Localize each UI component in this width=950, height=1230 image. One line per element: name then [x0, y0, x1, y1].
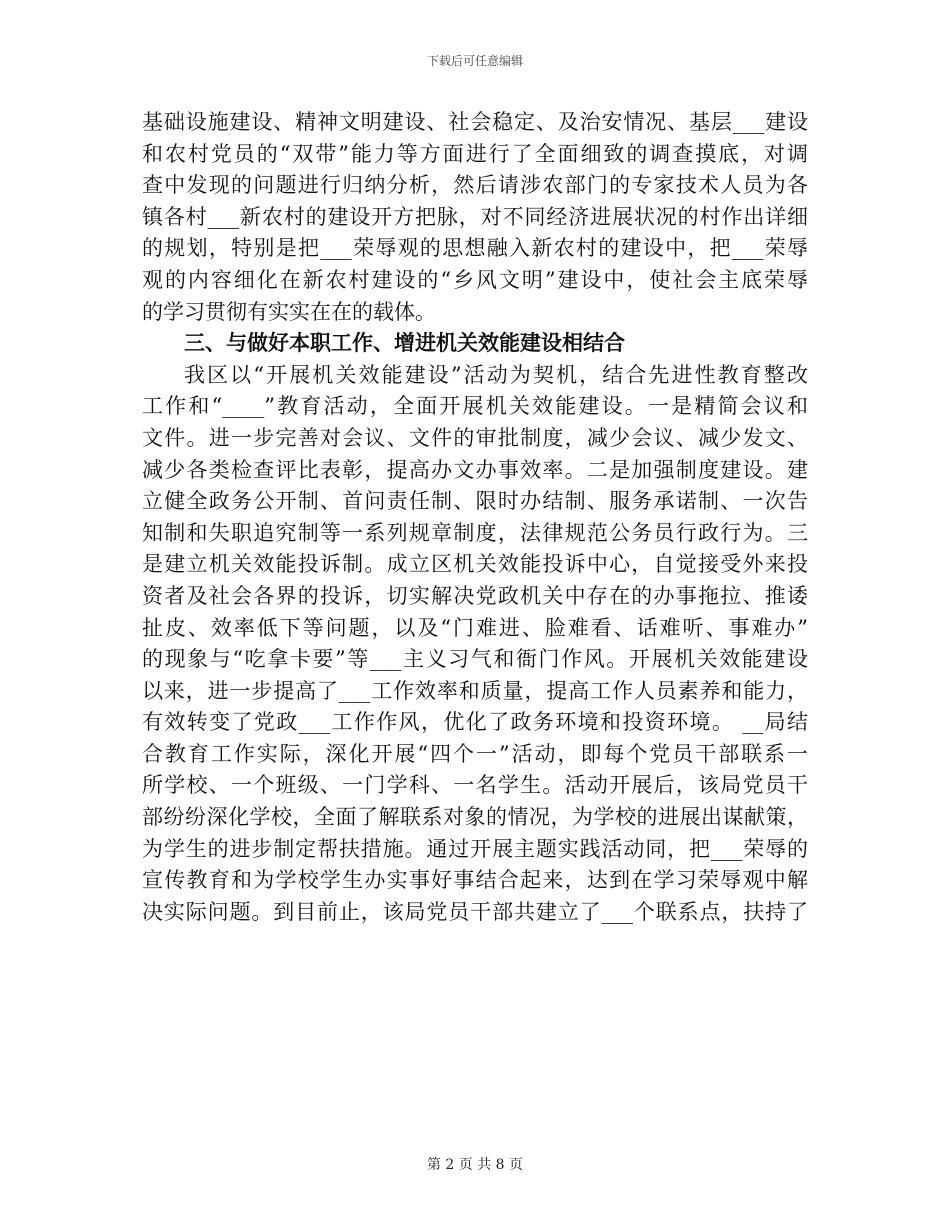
- body-line: 知制和失职追究制等一系列规章制度，法律规范公务员行政行为。三: [142, 520, 808, 545]
- body-line: 以来，进一步提高了___工作效率和质量，提高工作人员素养和能力，: [142, 678, 808, 703]
- body-line: 我区以“开展机关效能建设”活动为契机，结合先进性教育整改: [184, 362, 808, 387]
- body-line: 是建立机关效能投诉制。成立区机关效能投诉中心，自觉接受外来投: [142, 552, 808, 577]
- body-line: 有效转变了党政___工作作风，优化了政务环境和投资环境。 __局结: [142, 710, 808, 735]
- body-line: 镇各村___新农村的建设开方把脉，对不同经济进展状况的村作出详细: [142, 204, 808, 229]
- body-line: 的现象与“吃拿卡要”等___主义习气和衙门作风。开展机关效能建设: [142, 647, 808, 672]
- body-line: 资者及社会各界的投诉，切实解决党政机关中存在的办事拖拉、推诿: [142, 583, 808, 608]
- body-line: 立健全政务公开制、首问责任制、限时办结制、服务承诺制、一次告: [142, 489, 808, 514]
- body-line: 决实际问题。到目前止，该局党员干部共建立了___个联系点，扶持了: [142, 899, 808, 924]
- document-body: [142, 107, 808, 928]
- body-line: 工作和“____”教育活动，全面开展机关效能建设。一是精简会议和: [142, 394, 808, 419]
- body-line: 观的内容细化在新农村建设的“乡风文明”建设中，使社会主底荣辱: [142, 267, 808, 292]
- body-line: 宣传教育和为学校学生办实事好事结合起来，达到在学习荣辱观中解: [142, 868, 808, 893]
- section-heading: 三、与做好本职工作、增进机关效能建设相结合: [184, 331, 625, 356]
- body-line: 和农村党员的“双带”能力等方面进行了全面细致的调查摸底，对调: [142, 141, 808, 166]
- body-line: 部纷纷深化学校，全面了解联系对象的情况，为学校的进展出谋献策，: [142, 805, 808, 830]
- body-line: 所学校、一个班级、一门学科、一名学生。活动开展后，该局党员干: [142, 773, 808, 798]
- body-line: 查中发现的问题进行归纳分析，然后请涉农部门的专家技术人员为各: [142, 173, 808, 198]
- body-line: 合教育工作实际，深化开展“四个一”活动，即每个党员干部联系一: [142, 741, 808, 766]
- body-line: 扯皮、效率低下等问题，以及“门难进、脸难看、话难听、事难办”: [142, 615, 808, 640]
- body-line: 的学习贯彻有实实在在的载体。: [142, 299, 436, 324]
- body-line: 为学生的进步制定帮扶措施。通过开展主题实践活动同，把___荣辱的: [142, 836, 808, 861]
- page-header: 下载后可任意编辑: [426, 54, 523, 68]
- page-footer: 第 2 页 共 8 页: [426, 1157, 524, 1173]
- body-line: 减少各类检查评比表彰，提高办文办事效率。二是加强制度建设。建: [142, 457, 808, 482]
- body-line: 的规划，特别是把___荣辱观的思想融入新农村的建设中，把___荣辱: [142, 236, 808, 261]
- body-line: 文件。进一步完善对会议、文件的审批制度，减少会议、减少发文、: [142, 425, 808, 450]
- body-line: 基础设施建设、精神文明建设、社会稳定、及治安情况、基层___建设: [142, 110, 808, 134]
